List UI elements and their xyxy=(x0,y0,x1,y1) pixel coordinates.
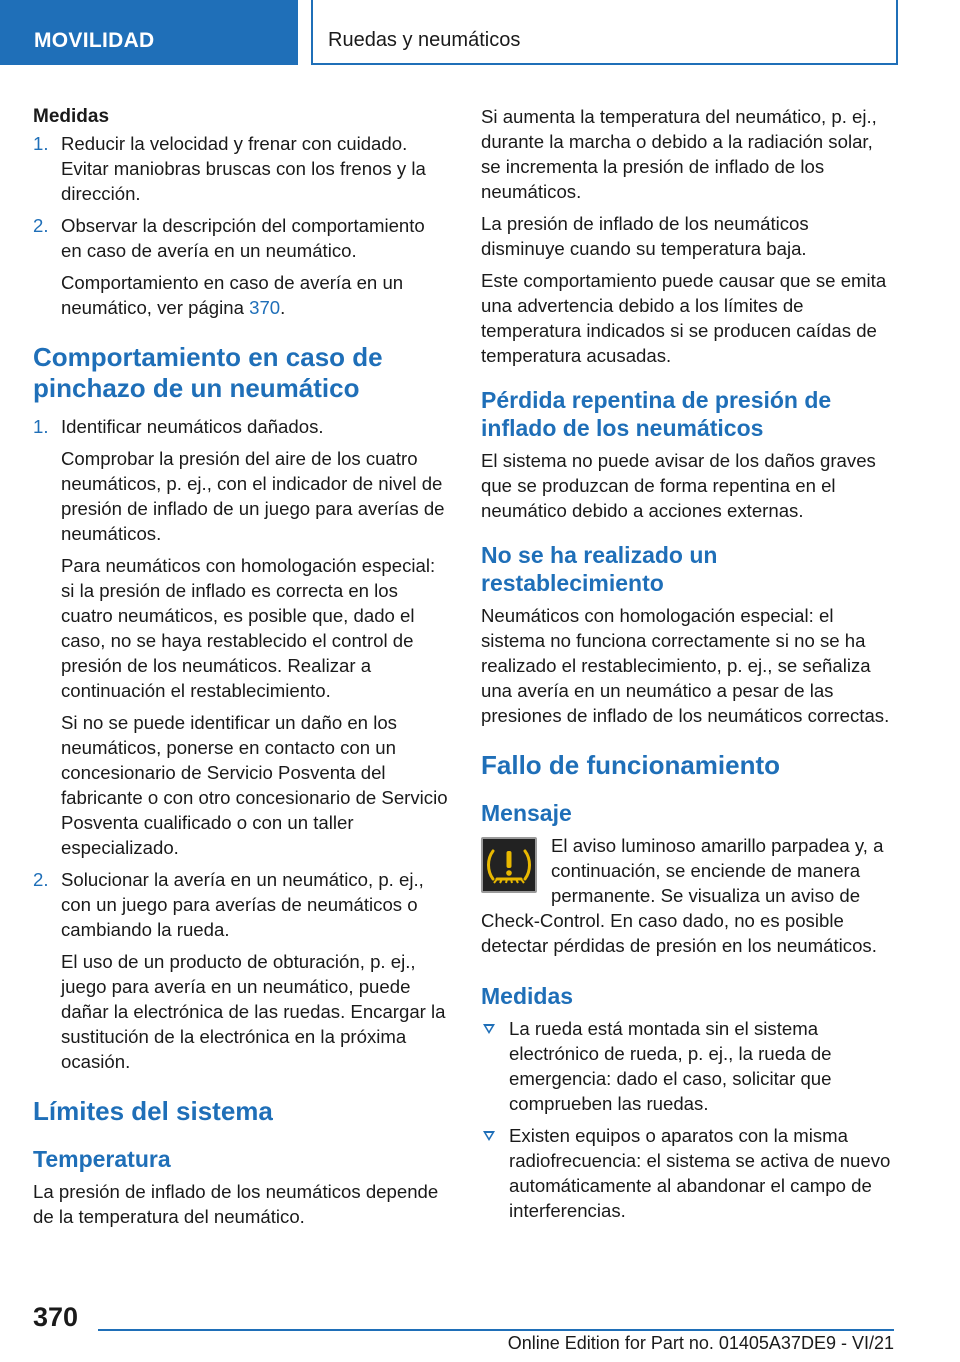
list-number: 2. xyxy=(33,869,49,890)
list-text: Solucionar la avería en un neumático, p. ej., con un juego para averías de neumáticos o cambiando la rueda. xyxy=(61,869,424,940)
list-text: La rueda está montada sin el sistema electrónico de rueda, p. ej., la rueda de emergencia: dado el caso, solicitar que comprueben las ruedas. xyxy=(509,1018,832,1114)
list-item xyxy=(481,1123,895,1223)
sudden-loss-text: El sistema no puede avisar de los daños graves que se produzcan de forma repentina en el neumático debido a acciones externas. xyxy=(481,450,876,521)
malfunction-heading: Fallo de funcionamiento xyxy=(481,750,781,780)
bullet-triangle-icon xyxy=(483,1024,495,1034)
list-number: 2. xyxy=(33,215,49,236)
list-item xyxy=(33,131,448,206)
list-item xyxy=(481,1016,895,1116)
temperature-paragraph: Si aumenta la temperatura del neumático, p. ej., durante la marcha o debido a la radiación solar, se incrementa la presión de inflado de los neumáticos. xyxy=(481,106,877,202)
footer-rule xyxy=(98,1329,894,1331)
list-number: 1. xyxy=(33,416,49,437)
list-text: Si no se puede identificar un daño en los neumáticos, ponerse en contacto con un concesionario de Servicio Posventa del fabricante o con otro concesionario de Servicio Posventa cualificado o con un taller especializado. xyxy=(61,712,448,858)
sudden-loss-heading: Pérdida repentina de presión de inflado de los neumáticos xyxy=(481,387,832,441)
puncture-list xyxy=(33,414,448,1074)
list-item xyxy=(33,867,448,1074)
right-column xyxy=(481,104,895,1230)
right-measures-list xyxy=(481,1016,895,1223)
list-number: 1. xyxy=(33,133,49,154)
header-chapter-label: Ruedas y neumáticos xyxy=(328,29,521,51)
message-block xyxy=(481,833,895,958)
right-measures-heading: Medidas xyxy=(481,983,574,1009)
list-text: El uso de un producto de obturación, p. ej., juego para avería en un neumático, puede dañar la electrónica de las ruedas. Encargar la sustitución de la electrónica en la próxima ocasión. xyxy=(61,951,446,1072)
list-text: Comprobar la presión del aire de los cuatro neumáticos, p. ej., con el indicador de nivel de presión de inflado de un juego para averías de neumáticos. xyxy=(61,448,445,544)
temperature-text: La presión de inflado de los neumáticos depende de la temperatura del neumático. xyxy=(33,1181,439,1227)
page-link-370[interactable]: 370 xyxy=(249,297,281,318)
page-number: 370 xyxy=(33,1302,79,1332)
list-text: Reducir la velocidad y frenar con cuidado. Evitar maniobras bruscas con los frenos y la dirección. xyxy=(61,133,426,204)
list-text: Para neumáticos con homologación especial: si la presión de inflado es correcta en los cuatro neumáticos, es posible que, dado el caso, no se haya restablecido el control de presión de los neumáticos. Realizar a continuación el restablecimiento. xyxy=(61,555,436,701)
puncture-heading: Comportamiento en caso de pinchazo de un neumático xyxy=(33,342,383,403)
list-text: Identificar neumáticos dañados. xyxy=(61,416,324,437)
temperature-heading: Temperatura xyxy=(33,1146,171,1172)
footer-edition: Online Edition for Part no. 01405A37DE9 - VI/21 xyxy=(507,1333,894,1353)
message-text: El aviso luminoso amarillo parpadea y, a continuación, se enciende de manera permanente. Se visualiza un aviso de Check-Control. En caso dado, no es posible detectar pérdidas de presión en los neumáticos. xyxy=(481,835,884,956)
reset-heading: No se ha realizado un restablecimiento xyxy=(481,542,718,596)
list-item xyxy=(33,414,448,860)
temperature-paragraph: La presión de inflado de los neumáticos disminuye cuando su temperatura baja. xyxy=(481,213,809,259)
reset-text: Neumáticos con homologación especial: el sistema no funciona correctamente si no se ha realizado el restablecimiento, p. ej., se señaliza una avería en un neumático a pesar de las presiones de inflado de los neumáticos correctas. xyxy=(481,605,890,726)
cross-reference-text: Comportamiento en caso de avería en un neumático, ver página xyxy=(61,272,404,318)
list-text: Observar la descripción del comportamiento en caso de avería en un neumático. xyxy=(61,215,425,261)
list-text: Existen equipos o aparatos con la misma radiofrecuencia: el sistema se activa de nuevo automáticamente al abandonar el campo de interferencias. xyxy=(509,1125,891,1221)
bullet-triangle-icon xyxy=(483,1131,495,1141)
temperature-paragraph: Este comportamiento puede causar que se emita una advertencia debido a los límites de temperatura indicados si se producen caídas de temperatura acusadas. xyxy=(481,270,887,366)
cross-reference xyxy=(61,270,448,320)
measures-label: Medidas xyxy=(33,106,110,127)
header-section-tab xyxy=(0,0,298,65)
cross-reference-end: . xyxy=(280,297,286,318)
left-column xyxy=(33,104,448,1236)
list-item xyxy=(33,213,448,320)
limits-heading: Límites del sistema xyxy=(33,1096,273,1126)
message-heading: Mensaje xyxy=(481,800,572,826)
measures-list xyxy=(33,131,448,320)
header-chapter-box xyxy=(311,0,898,65)
tire-pressure-warning-icon xyxy=(481,837,537,893)
header-section-label: MOVILIDAD xyxy=(34,29,155,52)
